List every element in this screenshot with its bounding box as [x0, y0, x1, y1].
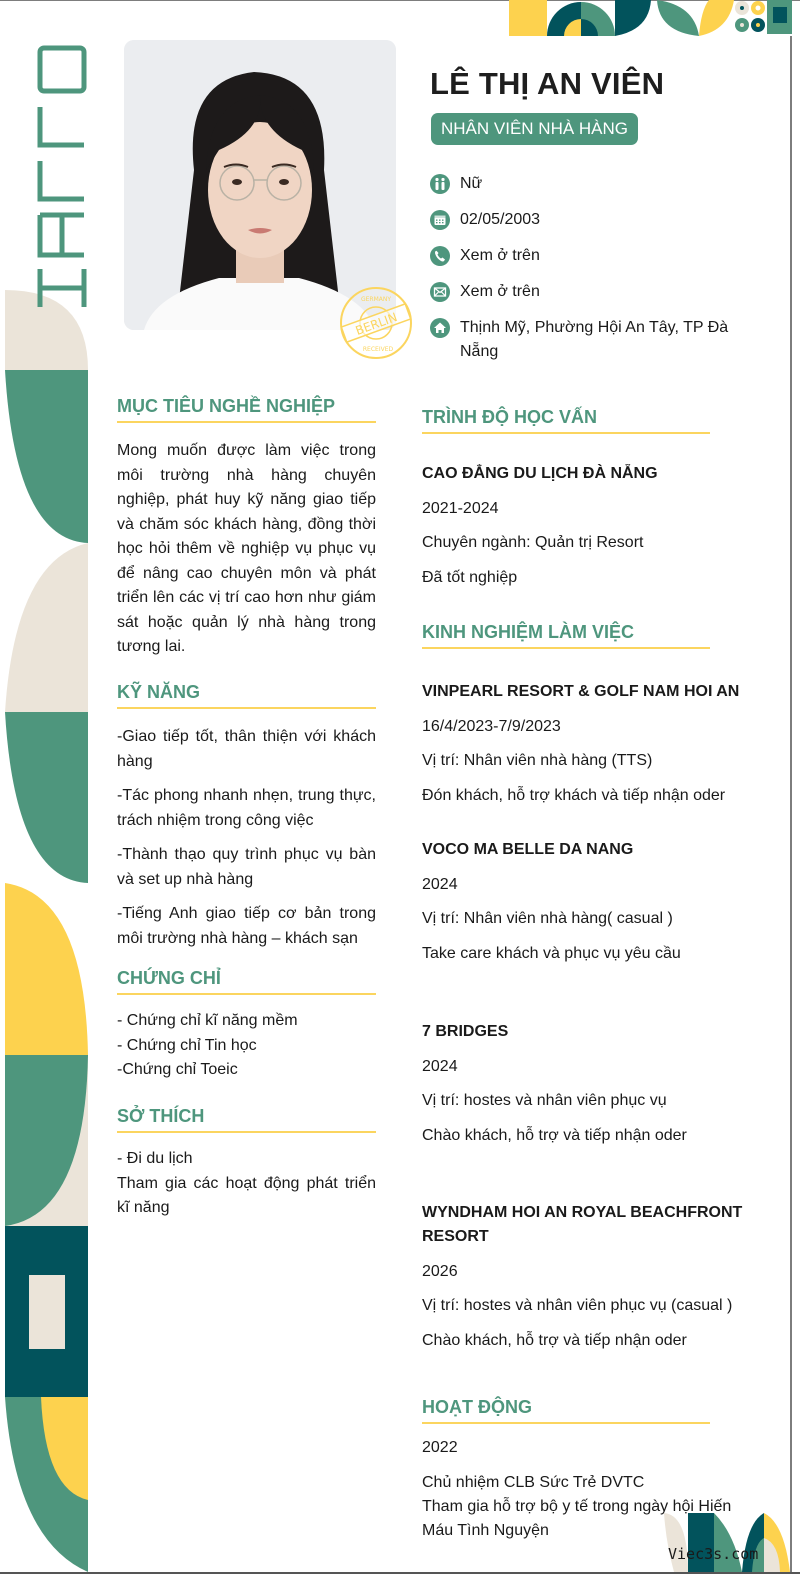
experience-section [422, 622, 782, 649]
skills-title: KỸ NĂNG [117, 682, 376, 709]
skill-item: -Tiếng Anh giao tiếp cơ bản trong môi trường nhà hàng – khách sạn [117, 905, 376, 947]
job-entry [422, 680, 782, 808]
objective-text: Mong muốn được làm việc trong môi trường nhà hàng chuyên nghiệp, phát huy kỹ năng giao tiếp và chăm sóc khách hàng, đồng thời học hỏi thêm về nghiệp vụ phục vụ để nâng cao chuyên môn và phát triển lên các vị trí cao hơn như giám sát hoặc quản lý nhà hàng trong tương lai. [117, 442, 376, 655]
birthdate-value: 02/05/2003 [460, 211, 541, 228]
certificates-title: CHỨNG CHỈ [117, 968, 376, 995]
contact-email [430, 280, 770, 304]
gender-icon [430, 174, 450, 194]
experience-title: KINH NGHIỆM LÀM VIỆC [422, 622, 710, 649]
contact-gender [430, 172, 770, 196]
activity-item: Chủ nhiệm CLB Sức Trẻ DVTC [422, 1473, 645, 1491]
skill-item: -Thành thạo quy trình phục vụ bàn và set up nhà hàng [117, 846, 376, 888]
objective-title: MỤC TIÊU NGHỀ NGHIỆP [117, 396, 376, 423]
gender-value: Nữ [460, 175, 483, 192]
hobby-item: Tham gia các hoạt động phát triển kĩ năng [117, 1174, 376, 1216]
contact-list [430, 172, 770, 376]
stamp-icon [338, 285, 414, 361]
svg-text:RECEIVED: RECEIVED [362, 346, 394, 353]
berlin-stamp [338, 285, 414, 361]
certificate-item: -Chứng chỉ Toeic [117, 1061, 238, 1078]
education-major: Chuyên ngành: Quản trị Resort [422, 534, 644, 551]
frame-border-right [790, 36, 792, 1574]
contact-birthdate [430, 208, 770, 232]
activity-year: 2022 [422, 1439, 458, 1456]
job-company: VINPEARL RESORT & GOLF NAM HOI AN [422, 683, 740, 700]
job-company: VOCO MA BELLE DA NANG [422, 841, 634, 858]
school-name: CAO ĐẲNG DU LỊCH ĐÀ NẴNG [422, 465, 658, 482]
activities-section [422, 1397, 782, 1543]
certificate-item: - Chứng chỉ kĩ năng mềm [117, 1012, 298, 1029]
education-period: 2021-2024 [422, 499, 499, 517]
job-company: 7 BRIDGES [422, 1023, 509, 1040]
contact-address [430, 316, 770, 364]
job-company: WYNDHAM HOI AN ROYAL BEACHFRONT RESORT [422, 1204, 743, 1245]
svg-text:GERMANY: GERMANY [360, 296, 392, 303]
job-period: 2024 [422, 1057, 458, 1075]
job-position: Vị trí: Nhân viên nhà hàng( casual ) [422, 910, 673, 927]
hobbies-section [117, 1106, 376, 1221]
job-title-badge: NHÂN VIÊN NHÀ HÀNG [431, 113, 638, 145]
job-period: 2024 [422, 875, 458, 893]
phone-icon [430, 246, 450, 266]
skill-item: -Giao tiếp tốt, thân thiện với khách hàng [117, 728, 376, 770]
hello-vertical-text-icon [37, 45, 87, 310]
hobby-item: - Đi du lịch [117, 1150, 193, 1167]
job-description: Đón khách, hỗ trợ khách và tiếp nhận oder [422, 786, 726, 804]
email-value: Xem ở trên [460, 283, 540, 300]
education-section [422, 407, 782, 590]
phone-value: Xem ở trên [460, 247, 540, 264]
job-description: Chào khách, hỗ trợ và tiếp nhận oder [422, 1126, 687, 1144]
skills-section [117, 682, 376, 951]
job-position: Vị trí: hostes và nhân viên phục vụ [422, 1092, 667, 1109]
hello-decorative-text [37, 45, 87, 310]
job-period: 2026 [422, 1262, 458, 1280]
home-icon [430, 318, 450, 338]
hobbies-title: SỞ THÍCH [117, 1106, 376, 1133]
top-decorative-pattern [509, 0, 792, 36]
watermark-text: Viec3s.com [668, 1545, 759, 1563]
job-position: Vị trí: Nhân viên nhà hàng (TTS) [422, 752, 653, 769]
calendar-icon [430, 210, 450, 230]
skill-item: -Tác phong nhanh nhẹn, trung thực, trách nhiệm trong công việc [117, 787, 376, 829]
job-entry [422, 1201, 782, 1353]
education-status: Đã tốt nghiệp [422, 568, 518, 586]
email-icon [430, 282, 450, 302]
job-position: Vị trí: hostes và nhân viên phục vụ (casual ) [422, 1297, 733, 1314]
certificate-item: - Chứng chỉ Tin học [117, 1036, 257, 1054]
job-description: Chào khách, hỗ trợ và tiếp nhận oder [422, 1331, 687, 1349]
education-title: TRÌNH ĐỘ HỌC VẤN [422, 407, 710, 434]
activity-item: Tham gia hỗ trợ bộ y tế trong ngày hội Hiến Máu Tình Nguyện [422, 1497, 732, 1539]
job-description: Take care khách và phục vụ yêu cầu [422, 944, 681, 962]
job-period: 16/4/2023-7/9/2023 [422, 717, 561, 735]
certificates-section [117, 968, 376, 1083]
svg-text:BERLIN: BERLIN [353, 309, 400, 338]
contact-phone [430, 244, 770, 268]
objective-section [117, 396, 376, 660]
address-value: Thịnh Mỹ, Phường Hội An Tây, TP Đà Nẵng [460, 319, 729, 360]
activities-title: HOẠT ĐỘNG [422, 1397, 710, 1424]
job-entry [422, 838, 782, 966]
candidate-name: LÊ THỊ AN VIÊN [430, 66, 665, 101]
job-entry [422, 1020, 782, 1148]
